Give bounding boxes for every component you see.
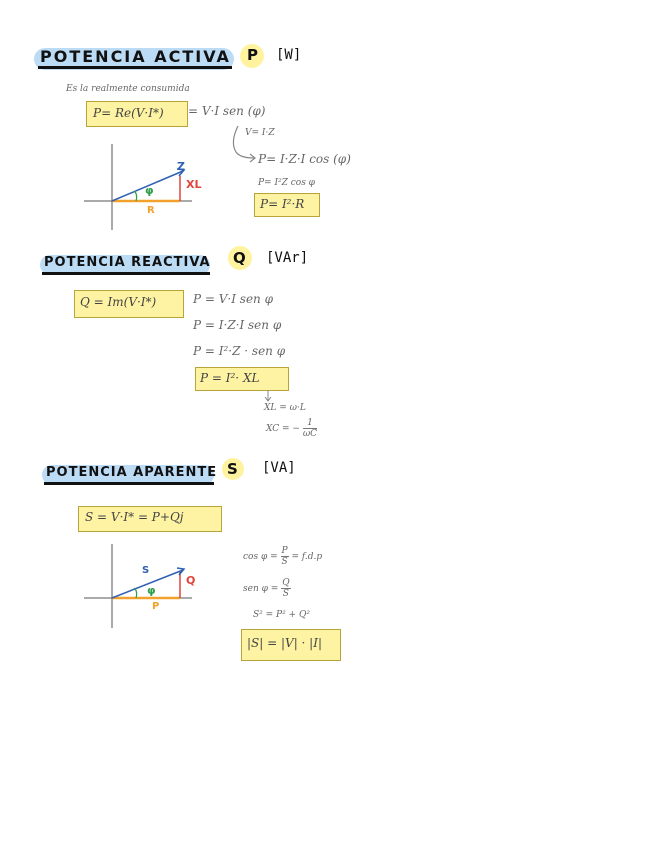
xc-lhs: XC = − xyxy=(266,424,300,434)
phi-label: φ xyxy=(147,584,156,597)
line2-reactiva: P = I·Z·I sen φ xyxy=(193,318,282,332)
cos-lhs: cos φ = xyxy=(243,552,278,562)
xc-formula xyxy=(266,418,317,439)
sen-denominator: S xyxy=(282,589,289,599)
formula-activa: P= Re(V·I*) xyxy=(93,106,164,120)
title-underline xyxy=(42,272,210,275)
unit-aparente: [VA] xyxy=(262,460,296,476)
cos-rhs: = f.d.p xyxy=(291,552,323,562)
cos-denominator: S xyxy=(281,557,288,567)
unit-activa: [W] xyxy=(276,47,302,63)
cos-formula xyxy=(243,546,322,567)
note-activa: Es la realmente consumida xyxy=(66,84,190,94)
phi-label: φ xyxy=(145,184,154,197)
formula-aparente: S = V·I* = P+Qj xyxy=(85,510,184,524)
section-title-activa: POTENCIA ACTIVA xyxy=(40,47,231,66)
result-aparente: |S| = |V| · |I| xyxy=(247,636,323,650)
result-activa: P= I²·R xyxy=(260,197,305,211)
line1-reactiva: P = V·I sen φ xyxy=(193,292,273,306)
xl-label: XL xyxy=(186,178,202,191)
formula-reactiva: Q = Im(V·I*) xyxy=(80,295,157,309)
sub2-activa: P= I·Z·I cos (φ) xyxy=(258,152,351,166)
eq-rest-activa: = V·I sen (φ) xyxy=(188,104,266,118)
pythagoras-formula: S² = P² + Q² xyxy=(253,610,310,620)
s-label: S xyxy=(142,565,150,576)
xc-denominator: ωC xyxy=(302,429,318,439)
xl-formula: XL = ω·L xyxy=(264,403,306,413)
r-label: R xyxy=(147,205,155,216)
line3-reactiva: P = I²·Z · sen φ xyxy=(193,344,286,358)
title-underline xyxy=(44,482,214,485)
result-reactiva: P = I²· XL xyxy=(200,371,260,385)
sen-lhs: sen φ = xyxy=(243,584,279,594)
section-title-aparente: POTENCIA APARENTE xyxy=(46,465,218,480)
sen-formula xyxy=(243,578,291,599)
xc-fraction xyxy=(303,418,317,439)
p-label: P xyxy=(152,601,160,612)
sub1-activa: V= I·Z xyxy=(245,128,275,138)
cos-fraction xyxy=(281,546,289,567)
sub3-activa: P= I²Z cos φ xyxy=(258,178,315,188)
symbol-activa: P xyxy=(247,46,258,64)
unit-reactiva: [VAr] xyxy=(266,250,309,266)
cos-numerator: P xyxy=(281,546,288,556)
symbol-aparente: S xyxy=(227,460,238,478)
sen-fraction xyxy=(281,578,290,599)
q-label: Q xyxy=(186,574,196,587)
down-arrow xyxy=(262,389,274,403)
title-underline xyxy=(38,66,232,69)
section-title-reactiva: POTENCIA REACTIVA xyxy=(44,255,211,270)
sen-numerator: Q xyxy=(282,578,290,588)
symbol-reactiva: Q xyxy=(233,249,246,267)
z-label: Z xyxy=(177,160,185,173)
xc-numerator: 1 xyxy=(303,418,317,429)
